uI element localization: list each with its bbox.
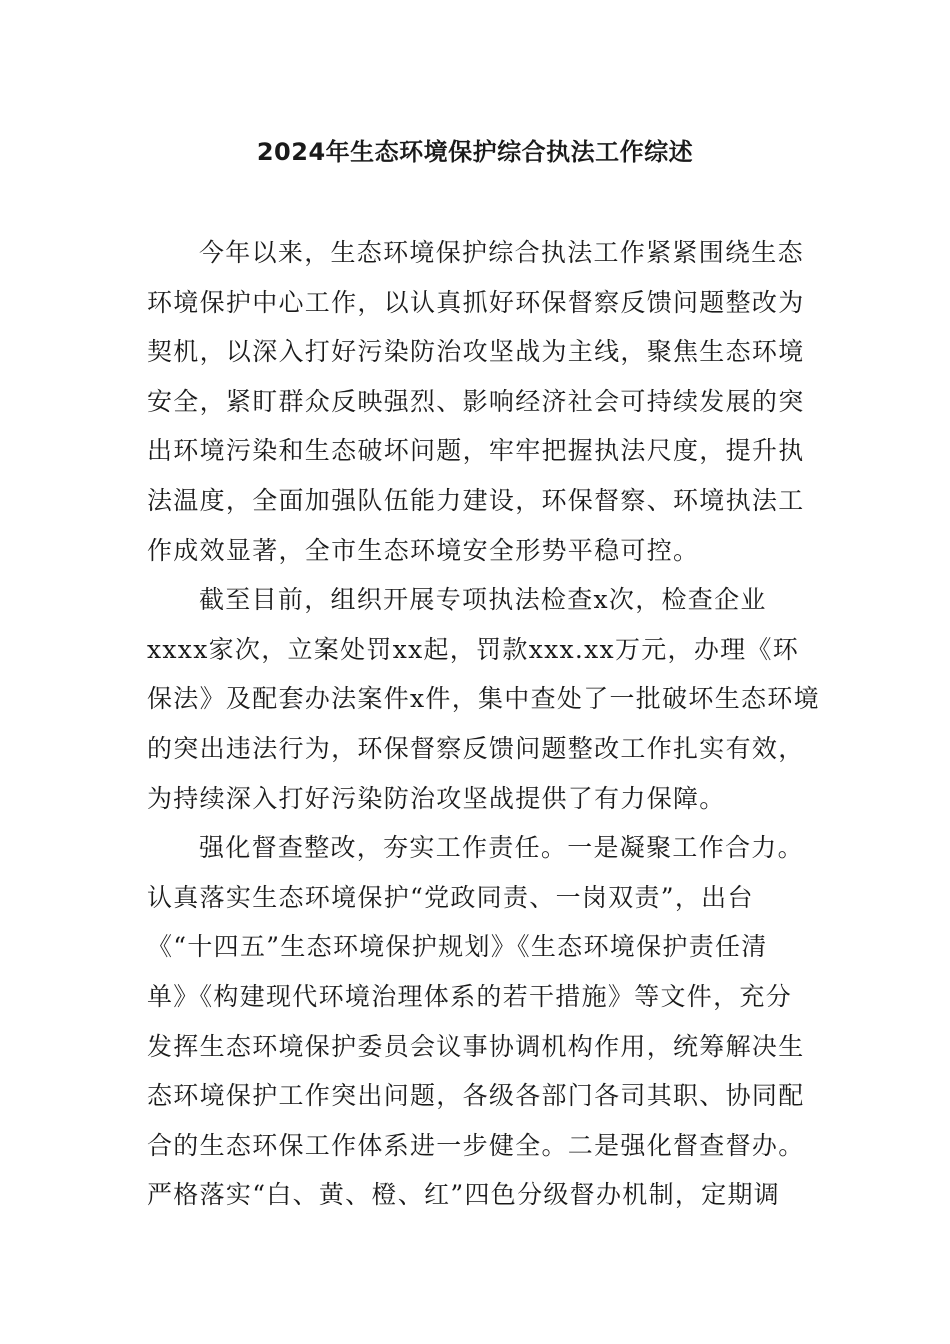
paragraph-3-line-4: 单》《构建现代环境治理体系的若干措施》等文件，充分 <box>147 981 793 1011</box>
paragraph-3-line-8: 严格落实“白、黄、橙、红”四色分级督办机制，定期调 <box>147 1180 781 1210</box>
paragraph-3-line-3: 《“十四五”生态环境保护规划》《生态环境保护责任清 <box>147 932 768 962</box>
paragraph-2-line-1: 截至目前，组织开展专项执法检查x次，检查企业 <box>199 585 767 615</box>
paragraph-3-line-5: 发挥生态环境保护委员会议事协调机构作用，统筹解决生 <box>147 1031 805 1061</box>
paragraph-3-line-1: 强化督查整改，夯实工作责任。一是凝聚工作合力。 <box>199 833 804 863</box>
paragraph-2-line-5: 为持续深入打好污染防治攻坚战提供了有力保障。 <box>147 783 726 813</box>
paragraph-1-line-5: 出环境污染和生态破坏问题，牢牢把握执法尺度，提升执 <box>147 436 805 466</box>
paragraph-2-line-3: 保法》及配套办法案件x件，集中查处了一批破坏生态环境 <box>147 684 820 714</box>
paragraph-1-line-3: 契机，以深入打好污染防治攻坚战为主线，聚焦生态环境 <box>147 337 805 367</box>
paragraph-3-line-2: 认真落实生态环境保护“党政同责、一岗双责”，出台 <box>147 882 754 912</box>
paragraph-3-line-6: 态环境保护工作突出问题，各级各部门各司其职、协同配 <box>147 1081 805 1111</box>
document-body <box>147 228 820 1220</box>
paragraph-1-line-1: 今年以来，生态环境保护综合执法工作紧紧围绕生态 <box>199 238 804 267</box>
paragraph-1-line-6: 法温度，全面加强队伍能力建设，环保督察、环境执法工 <box>147 485 805 515</box>
document-title: 2024年生态环境保护综合执法工作综述 <box>256 138 694 166</box>
paragraph-3-line-7: 合的生态环保工作体系进一步健全。二是强化督查督办。 <box>147 1130 805 1160</box>
paragraph-1-line-7: 作成效显著，全市生态环境安全形势平稳可控。 <box>147 535 700 565</box>
paragraph-2-line-2: xxxx家次，立案处罚xx起，罚款xxx.xx万元，办理《环 <box>147 634 800 664</box>
paragraph-1-line-2: 环境保护中心工作，以认真抓好环保督察反馈问题整改为 <box>147 287 805 317</box>
paragraph-2-line-4: 的突出违法行为，环保督察反馈问题整改工作扎实有效， <box>147 733 805 763</box>
paragraph-1-line-4: 安全，紧盯群众反映强烈、影响经济社会可持续发展的突 <box>147 386 805 416</box>
